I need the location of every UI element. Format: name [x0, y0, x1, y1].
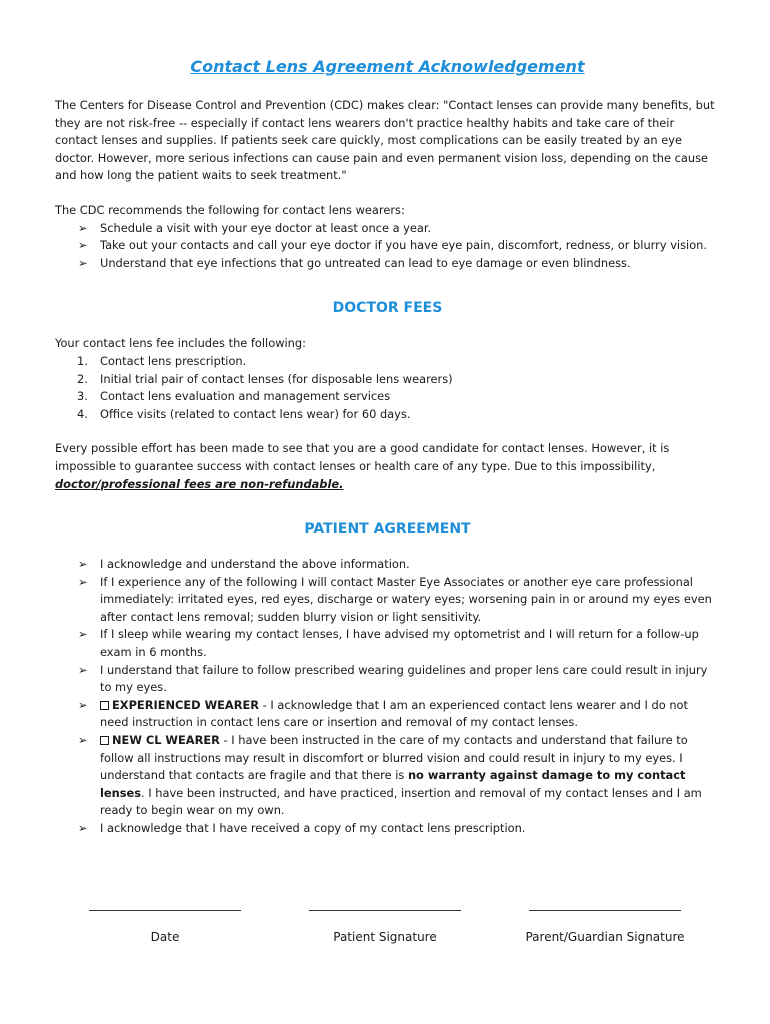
arrow-bullet-icon: ➢	[78, 557, 88, 572]
experienced-wearer-checkbox[interactable]	[100, 701, 109, 710]
arrow-bullet-icon: ➢	[78, 238, 88, 253]
parent-signature-label: Parent/Guardian Signature	[525, 930, 685, 944]
list-item: 4. Office visits (related to contact lens wear) for 60 days.	[77, 406, 411, 421]
arrow-bullet-icon: ➢	[78, 697, 88, 712]
patient-signature-label: Patient Signature	[333, 930, 437, 944]
doctor-fees-heading: DOCTOR FEES	[332, 300, 443, 317]
new-wearer-label: NEW CL WEARER	[112, 733, 220, 748]
parent-signature-block	[525, 898, 685, 945]
cdc-recommendations-list	[55, 220, 720, 273]
list-item: ➢ I acknowledge and understand the above information.	[55, 556, 720, 574]
arrow-bullet-icon: ➢	[78, 733, 88, 748]
parent-signature-line[interactable]	[529, 898, 681, 911]
non-refundable-notice: doctor/professional fees are non-refundable.	[55, 476, 344, 491]
patient-signature-block	[305, 898, 465, 945]
list-item: 2. Initial trial pair of contact lenses (for disposable lens wearers)	[77, 371, 453, 386]
list-item: 1. Contact lens prescription.	[77, 353, 247, 368]
list-item: ➢ Understand that eye infections that go untreated can lead to eye damage or even blindness.	[55, 255, 720, 273]
arrow-bullet-icon: ➢	[78, 220, 88, 235]
arrow-bullet-icon: ➢	[78, 662, 88, 677]
list-item: ➢ Take out your contacts and call your eye doctor if you have eye pain, discomfort, redness, or blurry vision.	[55, 237, 720, 255]
experienced-wearer-option: ➢ EXPERIENCED WEARER - I acknowledge that I am an experienced contact lens wearer and I do not need instruction in contact lens care or insertion and removal of my contact lenses.	[78, 697, 688, 730]
fees-note: Every possible effort has been made to see that you are a good candidate for contact lenses. However, it is impossible to guarantee success with contact lenses or health care of any type. Due to this impossibility, doctor/professional fees are non-refundable.	[55, 441, 670, 491]
signature-section	[55, 898, 720, 948]
arrow-bullet-icon: ➢	[78, 255, 88, 270]
arrow-bullet-icon: ➢	[78, 821, 88, 835]
list-item: ➢ Schedule a visit with your eye doctor at least once a year.	[55, 220, 720, 238]
list-item: ➢ I understand that failure to follow prescribed wearing guidelines and proper lens care could result in injury to my eyes.	[78, 662, 708, 695]
patient-agreement-list	[55, 556, 720, 838]
new-wearer-option: ➢ NEW CL WEARER - I have been instructed in the care of my contacts and understand that failure to follow all instructions may result in discomfort or blurred vision and could result in injury to my eyes. I understand that contacts are fragile and that there is no warranty against damage to my contact lenses. I have been instructed, and have practiced, insertion and removal of my contact lenses and I am ready to begin wear on my own.	[78, 733, 702, 818]
new-wearer-checkbox[interactable]	[100, 736, 109, 745]
spacer	[55, 423, 720, 440]
patient-agreement-heading: PATIENT AGREEMENT	[304, 521, 471, 538]
experienced-wearer-label: EXPERIENCED WEARER	[112, 697, 260, 712]
document-title: Contact Lens Agreement Acknowledgement	[190, 57, 585, 76]
fees-list	[55, 353, 720, 423]
arrow-bullet-icon: ➢	[78, 574, 88, 589]
list-item: 3. Contact lens evaluation and management services	[77, 389, 391, 404]
spacer	[55, 185, 720, 202]
document-page	[55, 56, 720, 838]
no-warranty-notice: no warranty against damage to my contact lenses	[100, 768, 686, 800]
date-signature-block	[85, 898, 245, 945]
list-item: ➢ If I sleep while wearing my contact lenses, I have advised my optometrist and I will return for a follow-up exam in 6 months.	[78, 627, 699, 660]
cdc-quote-paragraph: The Centers for Disease Control and Prevention (CDC) makes clear: "Contact lenses can provide many benefits, but they are not risk-free -- especially if contact lens wearers don't practice healthy habits and take care of their contact lenses and supplies. If patients seek care quickly, most complications can be easily treated by an eye doctor. However, more serious infections can cause pain and even permanent vision loss, depending on the cause and how long the patient waits to seek treatment."	[55, 98, 715, 183]
arrow-bullet-icon: ➢	[78, 627, 88, 642]
list-item: ➢ I acknowledge that I have received a copy of my contact lens prescription.	[55, 820, 720, 838]
list-item: ➢ If I experience any of the following I will contact Master Eye Associates or another eye care professional immediately: irritated eyes, red eyes, discharge or watery eyes; worsening pain in or around my eyes even after contact lens removal; sudden blurry vision or light sensitivity.	[78, 574, 712, 624]
patient-signature-line[interactable]	[309, 898, 461, 911]
cdc-recommendations-intro: The CDC recommends the following for contact lens wearers:	[55, 202, 405, 217]
date-label: Date	[150, 930, 180, 944]
fees-intro: Your contact lens fee includes the following:	[55, 336, 306, 351]
date-signature-line[interactable]	[89, 898, 241, 911]
